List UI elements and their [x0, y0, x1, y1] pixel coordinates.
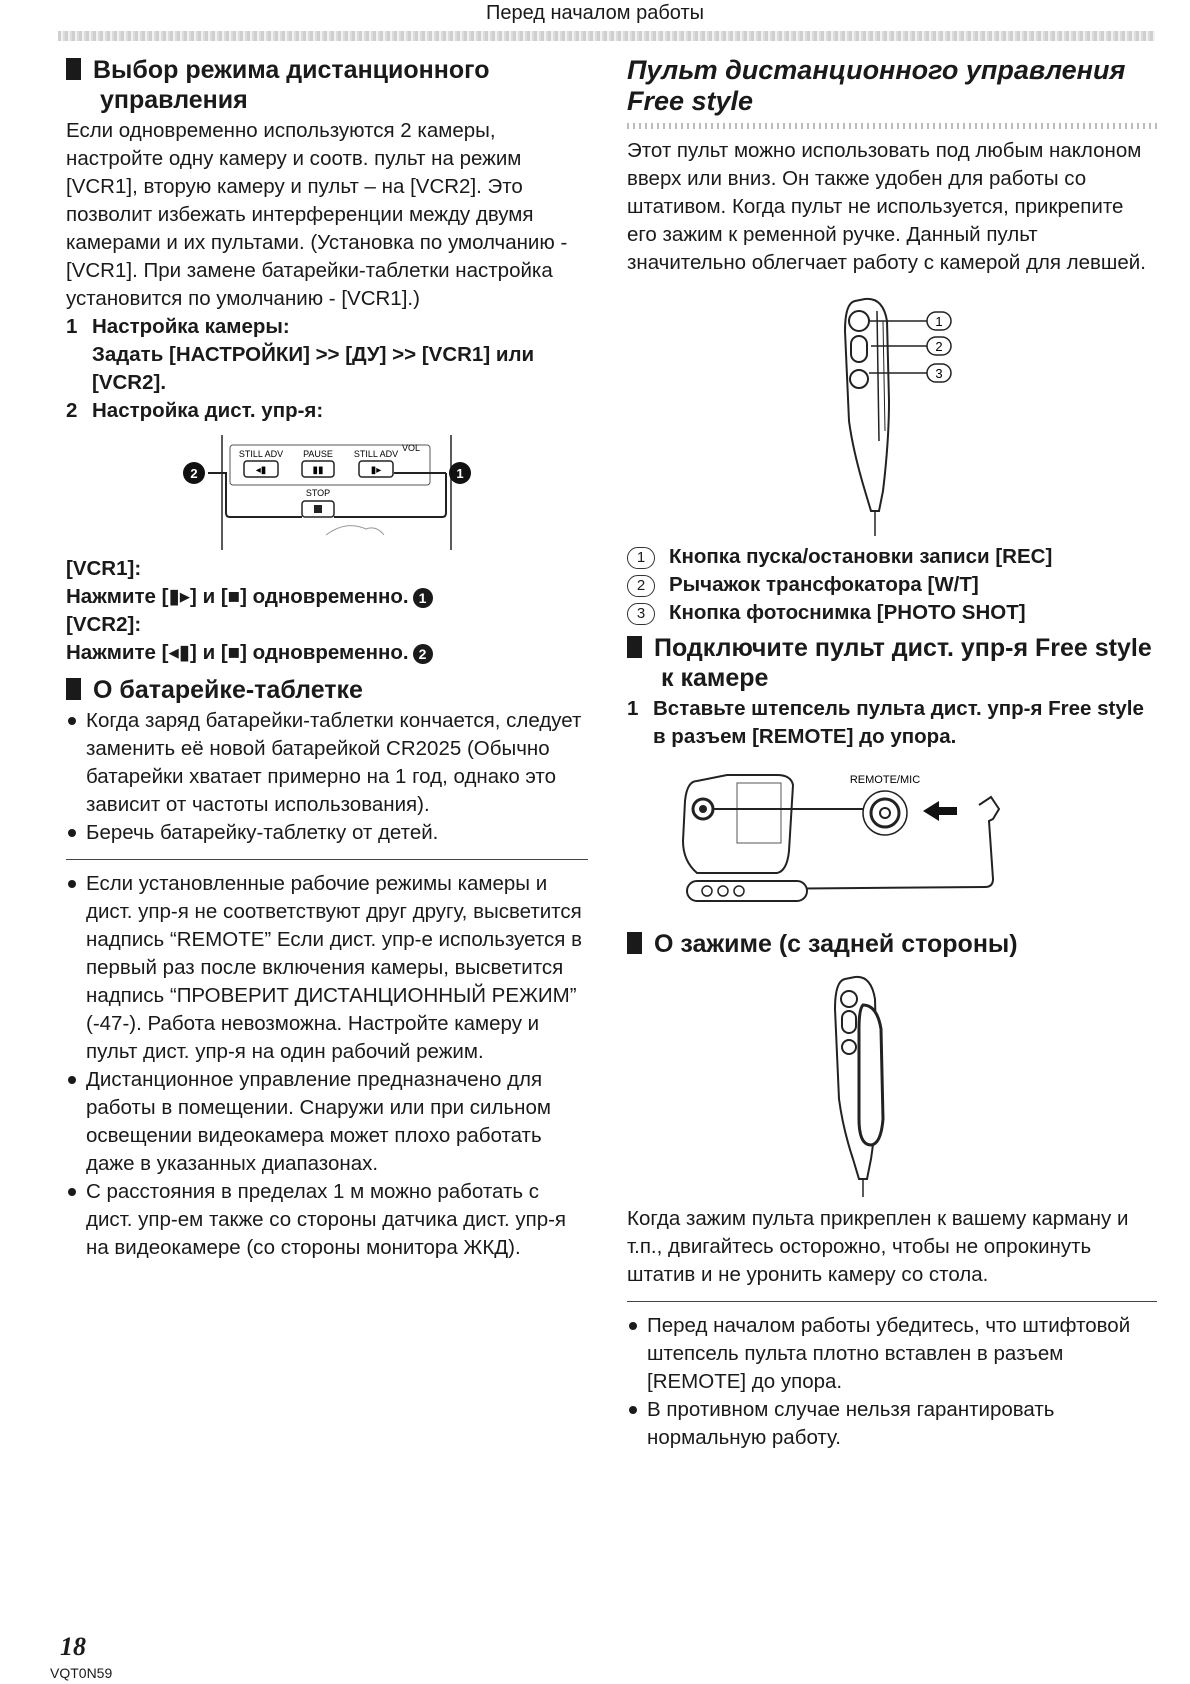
divider — [627, 1301, 1157, 1302]
photo-shot-icon — [850, 370, 868, 388]
list-item: В противном случае нельзя гарантировать нормальную работу. — [627, 1396, 1157, 1452]
svg-text:3: 3 — [935, 366, 943, 381]
legend-item: 2 Рычажок трансфокатора [W/T] — [627, 571, 1157, 599]
svg-text:▮▮: ▮▮ — [312, 465, 324, 476]
list-item: Перед началом работы убедитесь, что штифтовой штепсель пульта плотно вставлен в разъем [REMOTE] до упора. — [627, 1312, 1157, 1396]
remote-clip-figure — [627, 969, 1157, 1199]
page-number: 18 — [60, 1632, 86, 1661]
step-1-title: Настройка камеры: — [92, 315, 290, 338]
list-item: Когда заряд батарейки-таблетки кончается, следует заменить её новой батарейкой CR2025 (Обычно батарейки хватает примерно на 1 год, однако это зависит от частоты использования). — [66, 707, 588, 819]
header-band — [58, 31, 1155, 41]
still-adv-left-label: STILL ADV — [238, 449, 284, 459]
zoom-lever-icon — [851, 336, 867, 362]
clip-icon — [859, 1005, 883, 1145]
connect-step-1: 1 Вставьте штепсель пульта дист. упр-я Free style в разъем [REMOTE] до упора. — [627, 697, 1144, 748]
pause-label: PAUSE — [303, 449, 333, 459]
stop-label: STOP — [305, 488, 331, 498]
section-title-battery: О батарейке-таблетке — [66, 675, 588, 705]
camera-connection-figure — [627, 761, 1157, 921]
square-bullet-icon — [66, 58, 81, 80]
right-column — [627, 55, 1157, 1452]
step-1-detail: Задать [НАСТРОЙКИ] >> [ДУ] >> [VCR1] или [VCR2]. — [92, 343, 535, 394]
page-header-title: Перед началом работы — [485, 2, 705, 24]
svg-text:1: 1 — [935, 314, 943, 329]
clip-paragraph: Когда зажим пульта прикреплен к вашему карману и т.п., двигайтесь осторожно, чтобы не опрокинуть штатив и не уронить камеру со стола. — [627, 1207, 1129, 1286]
free-style-paragraph: Этот пульт можно использовать под любым наклоном вверх или вниз. Он также удобен для работы со штативом. Когда пульт не используется, прикрепите его зажим к ременной ручке. Данный пульт значительно облегчает работу с камерой для левшей. — [627, 139, 1146, 274]
insert-arrow-icon — [923, 801, 957, 821]
list-item: Дистанционное управление предназначено для работы в помещении. Снаружи или при сильном освещении видеокамера может плохо работать даже в указанных диапазонах. — [66, 1066, 588, 1178]
camcorder-icon — [683, 775, 793, 873]
svg-text:▮▸: ▮▸ — [370, 465, 382, 476]
section-title-clip: О зажиме (с задней стороны) — [627, 929, 1157, 959]
section-title-remote-mode: Выбор режима дистанционного управления — [66, 55, 588, 115]
remote-controller-figure — [627, 291, 1157, 541]
dotted-divider — [627, 123, 1157, 129]
document-code: VQT0N59 — [50, 1665, 113, 1681]
svg-text:2: 2 — [935, 339, 943, 354]
right-notes — [627, 1312, 1157, 1452]
still-adv-right-label: STILL ADV — [353, 449, 399, 459]
divider — [66, 859, 588, 860]
section-title-connect: Подключите пульт дист. упр-я Free style к камере — [627, 633, 1157, 693]
step-2-title: Настройка дист. упр-я: — [92, 399, 324, 422]
remote-mic-label: REMOTE/MIC — [849, 774, 921, 786]
left-column — [66, 55, 588, 1262]
battery-bullets — [66, 707, 588, 847]
marker-2-icon: 2 — [413, 644, 433, 664]
vcr2-label: [VCR2]: — [66, 613, 142, 636]
marker-1-icon: 1 — [413, 588, 433, 608]
step-1: 1 Настройка камеры: Задать [НАСТРОЙКИ] >> [ДУ] >> [VCR1] или [VCR2]. — [66, 313, 588, 397]
vol-label: VOL — [401, 443, 421, 453]
list-item: Если установленные рабочие режимы камеры и дист. упр-я не соответствуют друг другу, высветится надпись “REMOTE” Если дист. упр-е используется в первый раз после включения камеры, высветится надпись “ПРОВЕРИТ ДИСТАНЦИОННЫЙ РЕЖИМ” (-47-). Работа невозможна. Настройте камеру и пульт дист. упр-я на один рабочий режим. — [66, 870, 588, 1066]
svg-text:1: 1 — [456, 466, 464, 481]
vcr1-action: Нажмите [▮▸] и [■] одновременно. 1 — [66, 583, 588, 611]
square-bullet-icon — [627, 932, 642, 954]
list-item: С расстояния в пределах 1 м можно работать с дист. упр-ем также со стороны датчика дист. упр-я на видеокамере (со стороны монитора ЖКД). — [66, 1178, 588, 1262]
legend-item: 1 Кнопка пуска/остановки записи [REC] — [627, 543, 1157, 571]
section-title-free-style: Пульт дистанционного управления Free style — [627, 55, 1126, 116]
list-item: Беречь батарейку-таблетку от детей. — [66, 819, 588, 847]
svg-text:2: 2 — [190, 466, 198, 481]
step-2: 2 Настройка дист. упр-я: — [66, 397, 588, 425]
rec-button-icon — [849, 311, 869, 331]
svg-text:◂▮: ◂▮ — [255, 465, 267, 476]
square-bullet-icon — [627, 636, 642, 658]
remote-small-icon — [687, 881, 807, 901]
remote-buttons-diagram — [66, 425, 588, 555]
square-bullet-icon — [66, 678, 81, 700]
remote-mode-paragraph: Если одновременно используются 2 камеры, настройте одну камеру и соотв. пульт на режим [VCR1], вторую камеру и пульт – на [VCR2]. Это позволит избежать интерференции между двумя камерами и их пультами. (Установка по умолчанию - [VCR1]. При замене батарейки-таблетки настройка установится по умолчанию - [VCR1].) — [66, 119, 568, 310]
button-legend — [627, 543, 1157, 627]
vcr1-label: [VCR1]: — [66, 557, 142, 580]
legend-item: 3 Кнопка фотоснимка [PHOTO SHOT] — [627, 599, 1157, 627]
left-notes — [66, 870, 588, 1262]
vcr2-action: Нажмите [◂▮] и [■] одновременно. 2 — [66, 639, 588, 667]
